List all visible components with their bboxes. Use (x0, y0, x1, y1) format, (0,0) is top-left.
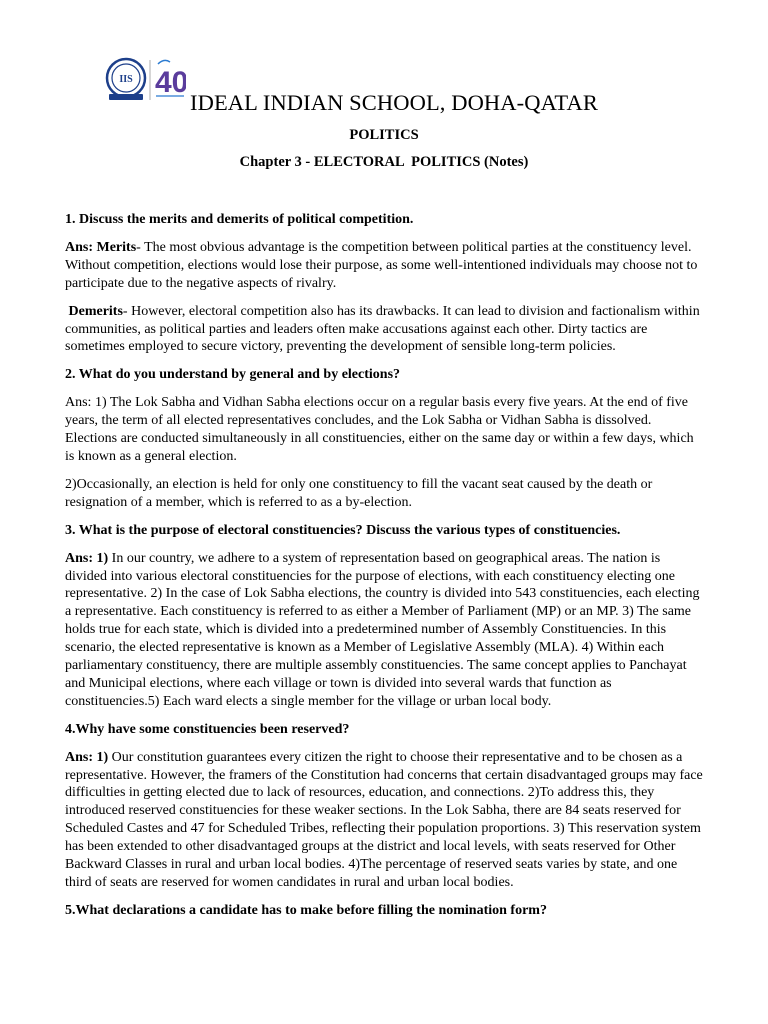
answer-lead: Ans: 1) (65, 749, 109, 765)
school-logo (104, 56, 186, 106)
question-heading: 1. Discuss the merits and demerits of political competition. (65, 212, 414, 227)
answer-text: - However, electoral competition also has its drawbacks. It can lead to division and factionalism within communities, as political parties and leaders often make accusations against each other. Dirty tactics are sometimes employed to secure victory, preventing the development of sensible long-term policies. (65, 303, 700, 355)
svg-text:40: 40 (155, 66, 186, 99)
question-heading: 5.What declarations a candidate has to make before filling the nomination form? (65, 902, 547, 918)
svg-text:IIS: IIS (119, 74, 133, 85)
answer-paragraph (65, 550, 705, 711)
answer-text: - The most obvious advantage is the competition between political parties at the constituency level. Without competition, elections would lose their purpose, as some well-intentioned individuals may choose not to participate due to the negative aspects of rivalry. (65, 239, 698, 291)
answer-text: Our constitution guarantees every citizen the right to choose their representative and to be chosen as a representative. However, the framers of the Constitution had concerns that certain disadvantaged groups may face difficulties in getting elected due to lack of resources, education, and connections. 2)To address this, they introduced reserved constituencies for these weaker sections. In the Lok Sabha, there are 84 seats reserved for Scheduled Castes and 47 for Scheduled Tribes, reflecting their population proportions. 3) This reservation system has been extended to other disadvantaged groups at the district and local levels, with seats reserved for Other Backward Classes in rural and urban local bodies. 4)The percentage of reserved seats varies by state, and one third of seats are reserved for women candidates in rural and urban local bodies. (65, 749, 703, 890)
answer-paragraph (65, 303, 705, 357)
answer-paragraph (65, 749, 705, 892)
document-body (65, 211, 705, 930)
answer-paragraph (65, 394, 705, 466)
subject-title: POLITICS (349, 127, 419, 143)
answer-paragraph (65, 476, 705, 512)
question-heading: 4.Why have some constituencies been reserved? (65, 721, 350, 737)
chapter-title: Chapter 3 - ELECTORAL POLITICS (Notes) (239, 154, 529, 170)
answer-text: In our country, we adhere to a system of representation based on geographical areas. The nation is divided into various electoral constituencies for the purpose of elections, with each constituency electing one representative. 2) In the case of Lok Sabha elections, the country is divided into 543 constituencies, each electing a representative. Each constituency is referred to as either a Member of Parliament (MP) or an MP. 3) The same holds true for each state, which is divided into a predetermined number of Assembly Constituencies. In this scenario, the elected representative is known as a Member of Legislative Assembly (MLA). 4) Within each parliamentary constituency, there are multiple assembly constituencies. The same concept applies to Panchayat and Municipal elections, where each village or town is divided into several wards that function as constituencies.5) Each ward elects a single member for the village or urban local body. (65, 550, 700, 709)
school-name: IDEAL INDIAN SCHOOL, DOHA-QATAR (190, 90, 598, 115)
answer-lead: Ans: Merits (65, 239, 137, 255)
answer-lead: Demerits (65, 303, 123, 319)
question-heading: 3. What is the purpose of electoral constituencies? Discuss the various types of constituencies. (65, 522, 621, 538)
school-emblem-icon (104, 56, 186, 106)
anniversary-40-icon (155, 60, 186, 99)
answer-lead: Ans: 1) (65, 550, 109, 566)
answer-text: 2)Occasionally, an election is held for only one constituency to fill the vacant seat caused by the death or resignation of a member, which is referred to as a by-election. (65, 476, 653, 510)
question-heading: 2. What do you understand by general and by elections? (65, 367, 401, 383)
answer-text: Ans: 1) The Lok Sabha and Vidhan Sabha elections occur on a regular basis every five years. At the end of five years, the term of all elected representatives concludes, and the Lok Sabha or Vidhan Sabha is dissolved. Elections are conducted simultaneously in all constituencies, either on the same day or within a few days, which is known as a general election. (65, 395, 694, 464)
answer-paragraph (65, 239, 705, 293)
